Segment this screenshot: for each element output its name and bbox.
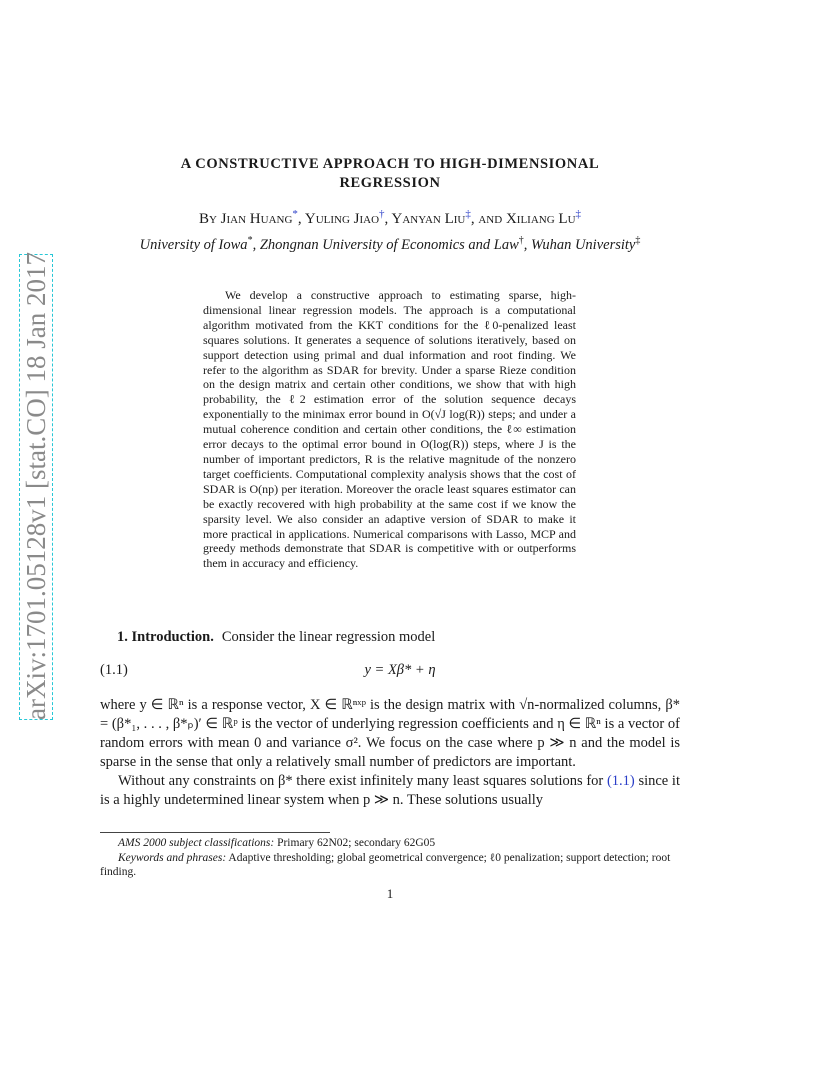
footnotes: [100, 836, 680, 880]
author-3-mark[interactable]: ‡: [465, 208, 471, 220]
section-lead: Consider the linear regression model: [221, 629, 436, 645]
equation-label: (1.1): [100, 662, 128, 678]
paragraph-2-start: Without any constraints on β* there exist infinitely many least squares solutions for: [118, 773, 607, 789]
section-heading: [117, 629, 435, 646]
affiliation-2: Zhongnan University of Economics and Law: [259, 236, 519, 253]
footnote-ams: [100, 836, 680, 851]
author-prefix: By: [198, 211, 221, 227]
equation: y = Xβ* + η: [364, 662, 436, 678]
affiliation-2-mark: †: [518, 235, 524, 246]
author-4-mark[interactable]: ‡: [575, 208, 582, 220]
author-3: Yanyan Liu: [391, 211, 466, 227]
paragraph-2: [100, 772, 680, 810]
footnote-rule: [100, 832, 330, 833]
affiliation-1: University of Iowa: [139, 236, 248, 253]
affiliations: University of Iowa*, Zhongnan University of Economics and Law†, Wuhan University‡: [139, 235, 641, 253]
author-1: Jian Huang: [220, 211, 293, 227]
paragraph-1: where y ∈ ℝⁿ is a response vector, X ∈ ℝⁿˣᵖ is the design matrix with √n-normalized columns, β* = (β*₁, . . . , β*ₚ)′ ∈ ℝᵖ is the vector of underlying regression coefficients and η ∈ ℝⁿ is a vector of random errors with mean 0 and variance σ². We focus on the case where p ≫ n and the model is sparse in the sense that only a relatively small number of predictors are important.: [100, 697, 680, 770]
paragraph-2-end: since it is a highly undetermined linear system when p ≫ n. These solutions usually: [100, 773, 680, 808]
section-number: 1. Introduction.: [117, 629, 214, 645]
paper-title: [100, 155, 680, 193]
author-4: Xiliang Lu: [505, 211, 576, 227]
footnote-keywords: [100, 851, 680, 880]
page-number: 1: [386, 886, 394, 901]
author-1-mark[interactable]: *: [292, 208, 298, 220]
body-text: [100, 696, 680, 810]
footnote-ams-label: AMS 2000 subject classifications:: [118, 837, 275, 849]
title-line-2: REGRESSION: [339, 175, 441, 191]
author-list: By Jian Huang*, Yuling Jiao†, Yanyan Liu‡, and Xiliang Lu‡: [198, 208, 582, 227]
title-line-1: A CONSTRUCTIVE APPROACH TO HIGH-DIMENSIONAL: [180, 156, 600, 172]
affiliation-3: Wuhan University: [531, 236, 636, 253]
author-and: , and: [470, 211, 506, 227]
author-2-mark[interactable]: †: [379, 208, 385, 220]
affiliation-3-mark: ‡: [635, 235, 641, 246]
footnote-ams-text: Primary 62N02; secondary 62G05: [274, 837, 436, 849]
abstract-text: We develop a constructive approach to estimating sparse, high-dimensional linear regression models. The approach is a computational algorithm motivated from the KKT conditions for the ℓ0-penalized least squares solutions. It generates a sequence of solutions iteratively, based on support detection using primal and dual information and root finding. We refer to the algorithm as SDAR for brevity. Under a sparse Rieze condition on the design matrix and certain other conditions, we show that with high probability, the ℓ2 estimation error of the solution sequence decays exponentially to the minimax error bound in O(√J log(R)) steps; and under a mutual coherence condition and certain other conditions, the ℓ∞ estimation error decays to the optimal error bound in O(log(R)) steps, where J is the number of important predictors, R is the relative magnitude of the nonzero target coefficients. Computational complexity analysis shows that the cost of SDAR is O(np) per iteration. Moreover the oracle least squares estimator can be exactly recovered with high probability at the same cost if we know the sparsity level. We also consider an adaptive version of SDAR to make it more practical in applications. Numerical comparisons with Lasso, MCP and greedy methods demonstrate that SDAR is competitive with or outperforms them in accuracy and efficiency.: [203, 288, 576, 571]
affiliation-1-mark: *: [247, 235, 253, 246]
footnote-keywords-label: Keywords and phrases:: [118, 851, 227, 864]
author-2: Yuling Jiao: [304, 211, 380, 227]
abstract: [203, 288, 576, 571]
equation-ref-link[interactable]: (1.1): [606, 773, 635, 789]
arxiv-stamp[interactable]: arXiv:1701.05128v1 [stat.CO] 18 Jan 2017: [21, 252, 51, 720]
footnote-keywords-text: Adaptive thresholding; global geometrical convergence; ℓ0 penalization; support detection; root finding.: [100, 851, 671, 878]
